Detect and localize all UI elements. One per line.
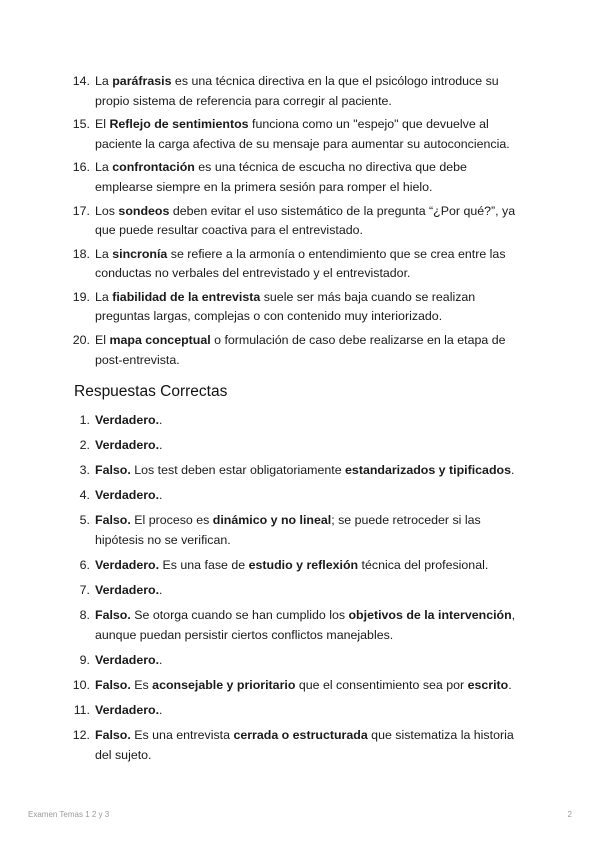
answer-item (0, 676, 600, 696)
answer-emphasis: Falso. (95, 513, 131, 528)
answer-text: que sistematiza la historia del sujeto. (95, 728, 514, 762)
answer-emphasis: Falso. (95, 608, 131, 623)
question-text: La (95, 246, 113, 261)
answers-heading: Respuestas Correctas (74, 383, 228, 400)
answer-text: Es una fase de (159, 557, 249, 572)
question-item (0, 288, 600, 327)
answer-emphasis: dinámico y no lineal (212, 513, 332, 528)
question-emphasis: sondeos (118, 203, 170, 218)
question-text: El (95, 117, 110, 132)
answer-emphasis: Verdadero. (95, 702, 160, 717)
answer-emphasis: Verdadero. (95, 438, 160, 453)
answer-item (0, 701, 600, 721)
answer-number: 11. (73, 702, 90, 717)
answer-number: 2. (79, 438, 90, 453)
answer-text: Es (130, 677, 153, 692)
footer-document-title: Examen Temas 1 2 y 3 (28, 810, 110, 819)
answer-text: . (159, 702, 163, 717)
question-number: 16. (72, 160, 90, 175)
question-text: La (95, 160, 113, 175)
answer-emphasis: Verdadero. (95, 557, 160, 572)
answer-item (0, 581, 600, 601)
question-text: suele ser más baja cuando se realizan preguntas largas, complejas o con contenido muy interiorizado. (95, 289, 476, 324)
answer-text: . (508, 677, 512, 692)
answer-emphasis: Falso. (95, 728, 131, 743)
answer-text: Los test deben estar obligatoriamente (130, 463, 346, 478)
question-item (0, 72, 600, 111)
answer-text: . (510, 463, 515, 478)
answer-number: 5. (79, 513, 90, 528)
answer-text: , aunque puedan persistir ciertos conflictos manejables. (95, 608, 516, 642)
question-text: funciona como un "espejo" que devuelve al paciente la carga afectiva de su mensaje para aumentar su autoconciencia. (95, 117, 510, 151)
question-emphasis: mapa conceptual (109, 333, 211, 348)
answer-emphasis: Falso. (95, 677, 131, 692)
answer-emphasis: Verdadero. (95, 652, 160, 667)
answer-text: . (159, 488, 163, 503)
answer-item (0, 411, 600, 431)
answer-emphasis: Verdadero. (95, 413, 160, 427)
answer-text: El proceso es (130, 513, 213, 528)
question-item (0, 331, 600, 370)
question-text: deben evitar el uso sistemático de la pregunta “¿Por qué?”, ya que puede resultar coactiva para el entrevistado. (95, 203, 516, 238)
question-emphasis: paráfrasis (112, 74, 172, 88)
question-text: se refiere a la armonía o entendimiento que se crea entre las conductas no verbales del entrevistado y el entrevistador. (95, 246, 506, 281)
question-item (0, 245, 600, 284)
answer-number: 4. (79, 488, 90, 503)
question-emphasis: fiabilidad de la entrevista (112, 289, 261, 304)
answer-number: 1. (79, 413, 90, 427)
question-text: Los (95, 203, 119, 218)
answer-emphasis: cerrada o estructurada (233, 728, 368, 743)
answer-text: técnica del profesional. (358, 557, 489, 572)
answer-item (0, 436, 600, 456)
answer-item (0, 511, 600, 550)
question-text: es una técnica de escucha no directiva que debe emplearse siempre en la primera sesión para romper el hielo. (95, 160, 467, 194)
question-list (0, 72, 600, 374)
answer-number: 10. (72, 677, 90, 692)
answer-text: que el consentimiento sea por (295, 677, 468, 692)
answer-text: . (159, 583, 163, 598)
answer-number: 7. (79, 583, 90, 598)
answer-emphasis: aconsejable y prioritario (152, 677, 296, 692)
answer-item (0, 606, 600, 645)
question-text: es una técnica directiva en la que el psicólogo introduce su propio sistema de referencia para corregir al paciente. (95, 74, 499, 108)
answer-number: 12. (72, 728, 90, 743)
question-text: La (95, 289, 113, 304)
question-item (0, 202, 600, 241)
answer-text: . (159, 652, 163, 667)
answer-text: . (159, 413, 163, 427)
question-emphasis: confrontación (112, 160, 195, 175)
question-number: 18. (72, 246, 90, 261)
question-emphasis: Reflejo de sentimientos (109, 117, 249, 132)
answer-emphasis: Verdadero. (95, 583, 160, 598)
answer-item (0, 486, 600, 506)
question-text: La (95, 74, 113, 88)
answer-text: Se otorga cuando se han cumplido los (130, 608, 349, 623)
answer-number: 3. (79, 463, 90, 478)
question-text: El (95, 333, 110, 348)
question-number: 20. (72, 333, 90, 348)
question-number: 14. (72, 74, 90, 88)
answer-text: ; se puede retroceder si las hipótesis no se verifican. (95, 513, 481, 547)
answer-item (0, 726, 600, 765)
question-number: 17. (72, 203, 90, 218)
answer-item (0, 461, 600, 481)
answer-emphasis: objetivos de la intervención (348, 608, 512, 623)
answer-text: Es una entrevista (130, 728, 234, 743)
question-item (0, 158, 600, 197)
question-number: 19. (72, 289, 90, 304)
answer-emphasis: estandarizados y tipificados (345, 463, 511, 478)
question-number: 15. (72, 117, 90, 132)
question-text: o formulación de caso debe realizarse en la etapa de post-entrevista. (95, 333, 506, 367)
answer-number: 6. (79, 557, 90, 572)
question-item (0, 115, 600, 154)
answer-number: 9. (79, 652, 90, 667)
footer-page-number: 2 (567, 810, 572, 819)
question-emphasis: sincronía (112, 246, 168, 261)
answer-emphasis: Falso. (95, 463, 131, 478)
answer-emphasis: Verdadero. (95, 488, 160, 503)
answer-emphasis: estudio y reflexión (248, 557, 359, 572)
answer-number: 8. (79, 608, 90, 623)
answer-item (0, 556, 600, 576)
answer-emphasis: escrito (467, 677, 509, 692)
answer-text: . (159, 438, 163, 453)
answer-item (0, 651, 600, 671)
answer-list (0, 411, 600, 771)
